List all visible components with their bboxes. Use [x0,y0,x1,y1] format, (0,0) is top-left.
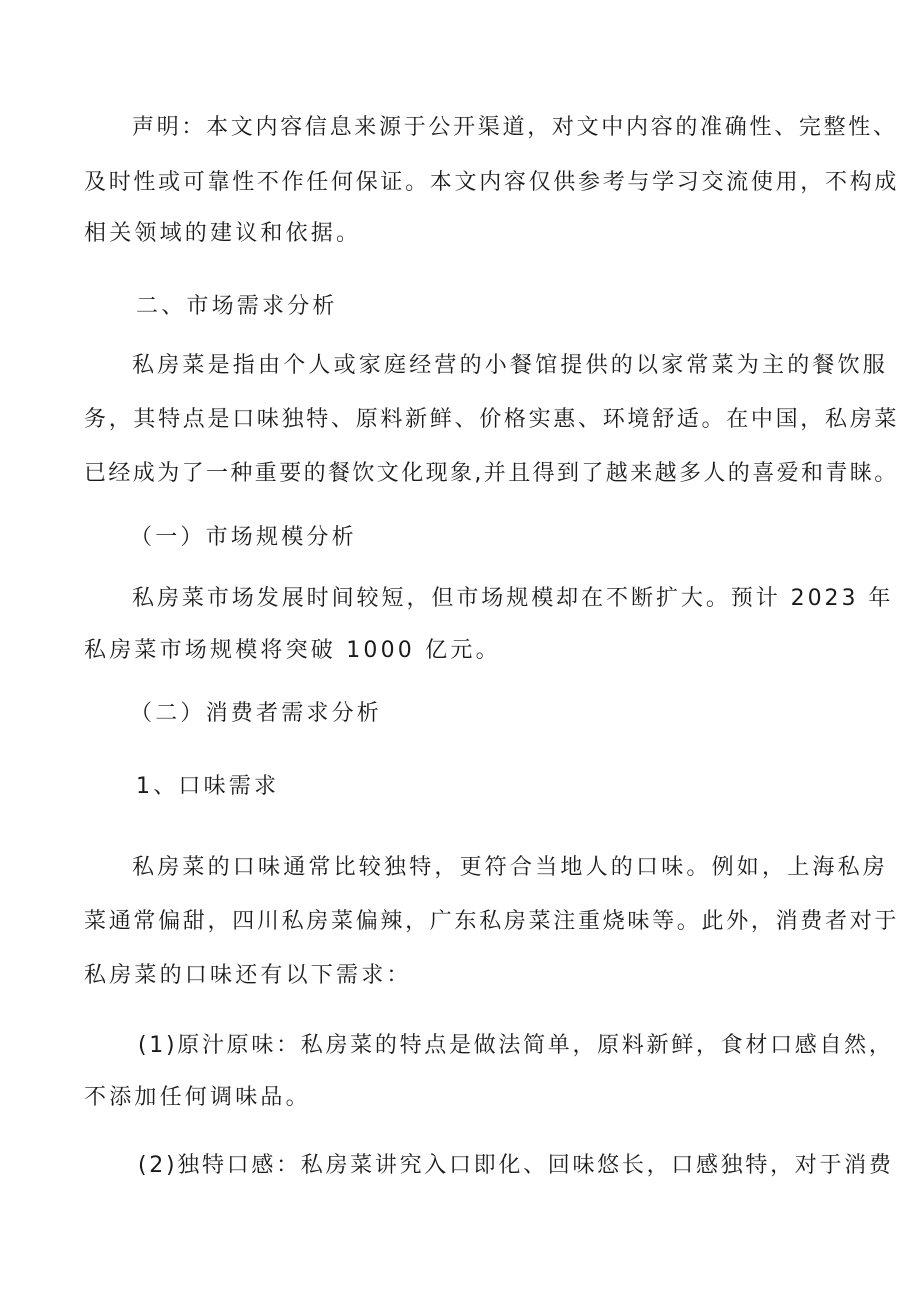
market-size-line-2: 私房菜市场规模将突破 1000 亿元。 [84,638,501,663]
intro-line-1: 私房菜是指由个人或家庭经营的小餐馆提供的以家常菜为主的餐饮服 [132,353,889,378]
taste-line-1: 私房菜的口味通常比较独特，更符合当地人的口味。例如，上海私房 [132,855,889,880]
point-1-line-1: (1)原汁原味：私房菜的特点是做法简单，原料新鲜，食材口感自然， [138,1033,894,1058]
disclaimer-line-1: 声明：本文内容信息来源于公开渠道，对文中内容的准确性、完整性、 [132,115,898,140]
disclaimer-line-3: 相关领域的建议和依据。 [84,221,362,246]
taste-line-3: 私房菜的口味还有以下需求： [84,963,412,988]
intro-line-2: 务，其特点是口味独特、原料新鲜、价格实惠、环境舒适。在中国，私房菜 [84,407,900,432]
subheading-consumer-demand: （二）消费者需求分析 [130,701,383,726]
subheading-market-size: （一）市场规模分析 [130,525,357,550]
item-heading-taste-demand: 1、口味需求 [136,774,280,799]
market-size-line-1: 私房菜市场发展时间较短，但市场规模却在不断扩大。预计 2023 年 [132,586,894,611]
taste-line-2: 菜通常偏甜，四川私房菜偏辣，广东私房菜注重烧味等。此外，消费者对于 [84,909,900,934]
disclaimer-line-2: 及时性或可靠性不作任何保证。本文内容仅供参考与学习交流使用，不构成 [84,170,900,195]
section-heading-market-demand: 二、市场需求分析 [136,294,338,319]
point-2-line-1: (2)独特口感：私房菜讲究入口即化、回味悠长，口感独特，对于消费 [138,1153,894,1178]
point-1-line-2: 不添加任何调味品。 [84,1085,311,1110]
intro-line-3: 已经成为了一种重要的餐饮文化现象,并且得到了越来越多人的喜爱和青睐。 [84,461,899,486]
